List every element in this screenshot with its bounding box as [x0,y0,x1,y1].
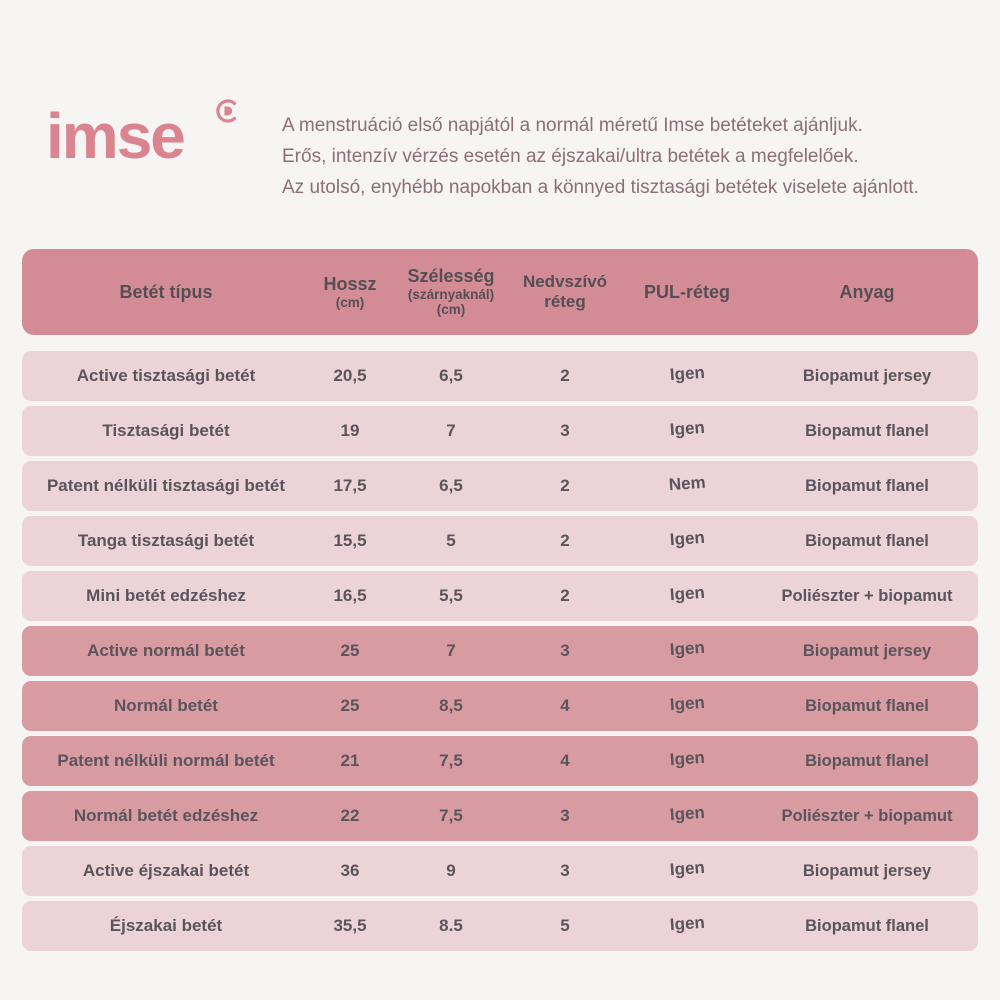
header-pad-type: Betét típus [119,281,213,302]
pul-value: Igen [668,857,705,880]
header-pul-layer: PUL-réteg [643,281,730,302]
cell-length: 16,5 [333,586,367,605]
cell-absorbent-layer: 4 [560,751,570,770]
table-row [22,571,978,621]
cell-length: 19 [340,421,360,440]
cell-absorbent-layer: 3 [560,421,570,440]
cell-absorbent-layer: 3 [560,806,570,825]
table-row [22,736,978,786]
cell-pad-type: Active tisztasági betét [76,366,256,385]
cell-pul-layer [618,692,756,716]
cell-material: Biopamut flanel [805,421,929,440]
table-row [22,846,978,896]
cell-length: 22 [340,806,360,825]
header-absorbent-line2: réteg [544,292,586,311]
cell-material: Poliészter + biopamut [781,806,953,825]
cell-pul-layer [618,912,756,936]
pad-comparison-table [22,249,978,951]
header-length [310,274,390,310]
cell-length: 17,5 [333,476,367,495]
header-absorbent-line1: Nedvszívó [522,272,608,292]
intro-line-1: A menstruáció első napjától a normál méretű Imse betéteket ajánljuk. [282,115,863,136]
cell-length: 25 [340,641,360,660]
header-width-label: Szélesség [407,266,495,287]
cell-pul-layer [618,527,756,551]
cell-absorbent-layer: 2 [560,586,570,605]
cell-pad-type: Tisztasági betét [102,421,230,440]
cell-pad-type: Mini betét edzéshez [86,586,246,605]
cell-pad-type: Tanga tisztasági betét [77,531,255,550]
pul-value: Igen [668,637,705,660]
cell-absorbent-layer: 2 [560,476,570,495]
cell-pul-layer [618,362,756,386]
header-material: Anyag [839,281,895,302]
pul-value: Igen [668,912,705,935]
pul-value: Nem [667,472,706,495]
cell-width: 7,5 [439,806,463,825]
cell-material: Biopamut flanel [805,476,929,495]
cell-material: Biopamut flanel [805,916,929,935]
cell-pad-type: Normál betét edzéshez [73,806,259,825]
cell-material: Biopamut jersey [802,641,932,660]
cell-pad-type: Normál betét [114,696,218,715]
cell-pul-layer [618,637,756,661]
cell-pul-layer [618,582,756,606]
cell-length: 25 [340,696,360,715]
cell-width: 7 [446,641,456,660]
table-row [22,681,978,731]
table-header-row [22,249,978,335]
cell-length: 36 [340,861,360,880]
cell-width: 5,5 [439,586,463,605]
table-row [22,901,978,951]
table-row [22,461,978,511]
cell-absorbent-layer: 4 [560,696,570,715]
table-row [22,516,978,566]
cell-width: 9 [446,861,456,880]
cell-material: Biopamut jersey [802,366,932,385]
cell-length: 20,5 [333,366,367,385]
table-body [22,351,978,951]
cell-width: 6,5 [439,366,463,385]
cell-pad-type: Patent nélküli tisztasági betét [46,476,286,495]
header-width-note: (szárnyaknál) [407,286,495,302]
cell-absorbent-layer: 2 [560,531,570,550]
cell-pad-type: Active éjszakai betét [82,861,250,880]
cell-material: Biopamut flanel [805,531,929,550]
table-row [22,406,978,456]
cell-material: Biopamut flanel [805,751,929,770]
pul-value: Igen [668,802,705,825]
pul-value: Igen [668,362,705,385]
cell-width: 7 [446,421,456,440]
cell-pad-type: Éjszakai betét [109,916,223,935]
cell-width: 6,5 [439,476,463,495]
cell-material: Biopamut flanel [805,696,929,715]
cell-width: 7,5 [439,751,463,770]
cell-absorbent-layer: 2 [560,366,570,385]
cell-width: 8,5 [439,696,463,715]
header-width-unit: (cm) [436,302,466,318]
imse-logo [46,100,282,172]
cell-absorbent-layer: 3 [560,641,570,660]
cell-pul-layer [618,857,756,881]
pul-value: Igen [668,527,705,550]
intro-line-2: Erős, intenzív vérzés esetén az éjszakai/ultra betétek a megfelelőek. [282,146,859,167]
cell-length: 35,5 [333,916,367,935]
cell-length: 15,5 [333,531,367,550]
header-width [390,266,512,318]
cell-pul-layer [618,747,756,771]
header-section [0,0,1000,203]
cell-pul-layer [618,802,756,826]
pul-value: Igen [668,747,705,770]
cell-pad-type: Active normál betét [87,641,245,660]
header-absorbent-layer [512,272,618,311]
intro-line-3: Az utolsó, enyhébb napokban a könnyed tisztasági betétek viselete ajánlott. [282,177,919,198]
cell-length: 21 [340,751,360,770]
pul-value: Igen [668,582,705,605]
cell-material: Poliészter + biopamut [781,586,953,605]
table-row [22,626,978,676]
cell-absorbent-layer: 3 [560,861,570,880]
header-length-label: Hossz [323,273,377,294]
cell-material: Biopamut jersey [802,861,932,880]
cell-pul-layer [618,417,756,441]
intro-paragraph [282,110,976,203]
cell-absorbent-layer: 5 [560,916,570,935]
cell-pad-type: Patent nélküli normál betét [57,751,275,770]
cell-pul-layer [618,472,756,496]
pul-value: Igen [668,417,705,440]
table-row [22,351,978,401]
table-row [22,791,978,841]
pul-value: Igen [668,692,705,715]
header-length-unit: (cm) [335,294,365,310]
circle-d-trademark-icon [214,98,240,124]
logo-wordmark: imse [46,100,184,172]
cell-width: 8.5 [439,916,463,935]
cell-width: 5 [446,531,456,550]
